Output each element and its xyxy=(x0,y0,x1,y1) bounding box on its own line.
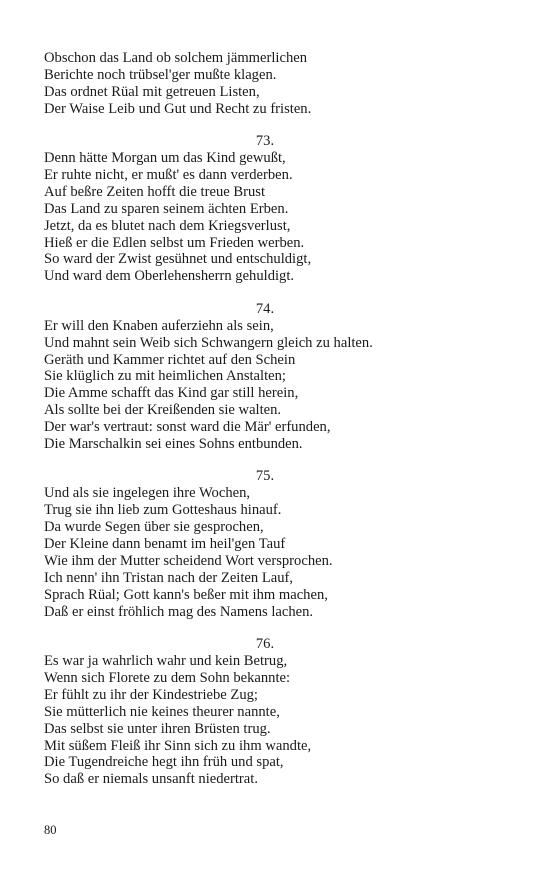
verse-line: Sprach Rüal; Gott kann's beßer mit ihm machen, xyxy=(44,586,328,603)
verse-line: Er ruhte nicht, er mußt' es dann verderben. xyxy=(44,166,293,183)
verse-line: Ich nenn' ihn Tristan nach der Zeiten Lauf, xyxy=(44,569,294,586)
verse-line: Als sollte bei der Kreißenden sie walten. xyxy=(44,402,282,419)
verse-line: Und als sie ingelegen ihre Wochen, xyxy=(44,485,251,502)
verse-line: Hieß er die Edlen selbst um Frieden werben. xyxy=(44,234,305,251)
stanza-72-continued xyxy=(44,50,514,118)
stanza-76 xyxy=(44,636,514,788)
verse-line: So ward der Zwist gesühnet und entschuldigt, xyxy=(44,251,312,268)
verse-line: Und ward dem Oberlehensherrn gehuldigt. xyxy=(44,268,295,285)
verse-line: Jetzt, da es blutet nach dem Kriegsverlust, xyxy=(44,217,291,234)
verse-line: Er fühlt zu ihr der Kindestriebe Zug; xyxy=(44,686,258,703)
verse-line: Der Waise Leib und Gut und Recht zu fristen. xyxy=(44,100,312,117)
verse-line: Trug sie ihn lieb zum Gotteshaus hinauf. xyxy=(44,502,282,519)
page-number: 80 xyxy=(44,823,57,837)
verse-line: Sie mütterlich nie keines theurer nannte, xyxy=(44,703,280,720)
verse-line: Wie ihm der Mutter scheidend Wort versprochen. xyxy=(44,552,333,569)
verse-line: Mit süßem Fleiß ihr Sinn sich zu ihm wandte, xyxy=(44,737,312,754)
stanza-73 xyxy=(44,133,514,285)
verse-line: Berichte noch trübsel'ger mußte klagen. xyxy=(44,66,277,83)
stanza-75 xyxy=(44,468,514,620)
verse-line: Der Kleine dann benamt im heil'gen Tauf xyxy=(44,536,286,553)
verse-line: Die Marschalkin sei eines Sohns entbunden. xyxy=(44,436,303,453)
verse-line: Der war's vertraut: sonst ward die Mär' erfunden, xyxy=(44,419,331,436)
stanza-number: 76. xyxy=(255,636,275,653)
verse-line: Er will den Knaben auferziehn als sein, xyxy=(44,317,274,334)
verse-line: Die Tugendreiche hegt ihn früh und spat, xyxy=(44,754,284,771)
verse-line: Und mahnt sein Weib sich Schwangern gleich zu halten. xyxy=(44,334,373,351)
stanza-74 xyxy=(44,301,514,453)
stanza-number: 73. xyxy=(255,133,275,150)
verse-line: Daß er einst fröhlich mag des Namens lachen. xyxy=(44,603,314,620)
verse-line: Sie klüglich zu mit heimlichen Anstalten; xyxy=(44,368,286,385)
verse-line: Das Land zu sparen seinem ächten Erben. xyxy=(44,200,289,217)
verse-line: Denn hätte Morgan um das Kind gewußt, xyxy=(44,150,286,167)
stanza-number: 75. xyxy=(255,468,275,485)
verse-line: Das ordnet Rüal mit getreuen Listen, xyxy=(44,83,260,100)
verse-line: Es war ja wahrlich wahr und kein Betrug, xyxy=(44,653,288,669)
poem-text xyxy=(44,50,514,788)
verse-line: Geräth und Kammer richtet auf den Schein xyxy=(44,351,296,368)
verse-line: Die Amme schafft das Kind gar still herein, xyxy=(44,385,299,402)
verse-line: Wenn sich Florete zu dem Sohn bekannte: xyxy=(44,669,291,686)
verse-line: Das selbst sie unter ihren Brüsten trug. xyxy=(44,720,271,737)
stanza-number: 74. xyxy=(255,300,275,317)
verse-line: Da wurde Segen über sie gesprochen, xyxy=(44,519,264,536)
verse-line: So daß er niemals unsanft niedertrat. xyxy=(44,771,258,788)
verse-line: Auf beßre Zeiten hofft die treue Brust xyxy=(44,183,265,200)
verse-line: Obschon das Land ob solchem jämmerlichen xyxy=(44,50,308,66)
